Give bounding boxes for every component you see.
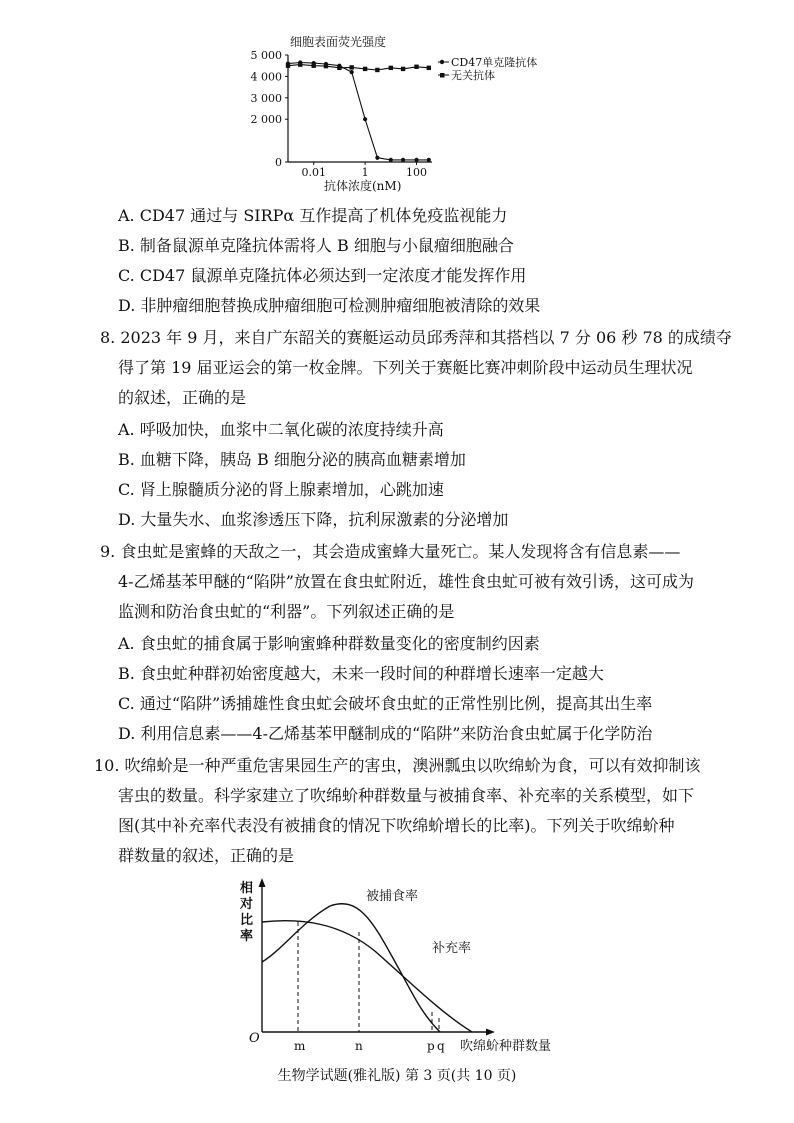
legend-label-cd47: CD47单克隆抗体 bbox=[451, 56, 538, 69]
data-point-unrelated bbox=[401, 67, 405, 71]
q7-option-a: A. CD47 通过与 SIRPα 互作提高了机体免疫监视能力 bbox=[118, 206, 508, 225]
q9-option-a: A. 食虫虻的捕食属于影响蜜蜂种群数量变化的密度制约因素 bbox=[118, 634, 540, 653]
q8-stem-line3: 的叙述，正确的是 bbox=[118, 388, 247, 407]
series-line-cd47 bbox=[288, 63, 429, 160]
data-point-unrelated bbox=[389, 66, 393, 70]
q10-stem-line4: 群数量的叙述，正确的是 bbox=[118, 846, 295, 865]
data-point-unrelated bbox=[312, 64, 316, 68]
data-point-unrelated bbox=[286, 64, 290, 68]
q8-option-b: B. 血糖下降，胰岛 B 细胞分泌的胰高血糖素增加 bbox=[118, 450, 466, 469]
data-point-cd47 bbox=[363, 117, 367, 121]
data-point-unrelated bbox=[375, 68, 379, 72]
q9-stem-line2: 4-乙烯基苯甲醚的“陷阱”放置在食虫虻附近，雄性食虫虻可被有效引诱，这可成为 bbox=[118, 572, 694, 591]
y-tick-label: 4 000 bbox=[250, 70, 282, 84]
data-point-cd47 bbox=[375, 156, 379, 160]
q10-stem-line2: 害虫的数量。科学家建立了吹绵蚧种群数量与被捕食率、补充率的关系模型，如下 bbox=[118, 786, 695, 805]
data-point-unrelated bbox=[298, 62, 302, 66]
x-mark-q: q bbox=[437, 1039, 445, 1053]
q9-option-c: C. 通过“陷阱”诱捕雄性食虫虻会破坏食虫虻的正常性别比例，提高其出生率 bbox=[118, 694, 653, 713]
x-tick-label: 100 bbox=[406, 166, 428, 179]
data-point-unrelated bbox=[363, 67, 367, 71]
q10-stem-line3: 图(其中补充率代表没有被捕食的情况下吹绵蚧增长的比率)。下列关于吹绵蚧种 bbox=[118, 816, 675, 835]
q9-stem-line1: 9. 食虫虻是蜜蜂的天敌之一，其会造成蜜蜂大量死亡。某人发现将含有信息素—— bbox=[100, 542, 681, 561]
x-axis-label: 吹绵蚧种群数量 bbox=[460, 1039, 552, 1054]
data-point-cd47 bbox=[389, 158, 393, 162]
data-point-unrelated bbox=[324, 64, 328, 68]
label-supplement-rate: 补充率 bbox=[432, 941, 472, 956]
y-axis-label bbox=[239, 880, 253, 944]
data-point-cd47 bbox=[414, 158, 418, 162]
y-axis-arrow-icon bbox=[259, 878, 266, 887]
y-label-char-3: 比 bbox=[240, 913, 254, 928]
q7-option-b: B. 制备鼠源单克隆抗体需将人 B 细胞与小鼠瘤细胞融合 bbox=[118, 236, 514, 255]
y-tick-label: 0 bbox=[275, 156, 282, 169]
x-mark-p: p bbox=[427, 1039, 435, 1053]
x-axis-label: 抗体浓度(nM) bbox=[324, 179, 402, 193]
data-point-unrelated bbox=[427, 66, 431, 70]
y-label-char-2: 对 bbox=[240, 897, 254, 912]
q10-stem-line1: 10. 吹绵蚧是一种严重危害果园生产的害虫，澳洲瓢虫以吹绵蚧为食，可以有效抑制该 bbox=[94, 756, 701, 775]
x-axis-arrow-icon bbox=[486, 1029, 495, 1036]
q9-option-b: B. 食虫虻种群初始密度越大，未来一段时间的种群增长速率一定越大 bbox=[118, 664, 604, 683]
q9-stem-line3: 监测和防治食虫虻的“利器”。下列叙述正确的是 bbox=[118, 602, 455, 621]
q8-stem-line1: 8. 2023 年 9 月，来自广东韶关的赛艇运动员邱秀萍和其搭档以 7 分 06 秒 78 的成绩夺 bbox=[100, 328, 732, 347]
q7-option-c: C. CD47 鼠源单克隆抗体必须达到一定浓度才能发挥作用 bbox=[118, 266, 527, 285]
y-tick-label: 2 000 bbox=[250, 113, 282, 127]
page-footer: 生物学试题(雅礼版) 第 3 页(共 10 页) bbox=[277, 1068, 517, 1084]
data-point-unrelated bbox=[349, 65, 353, 69]
y-label-char-1: 相 bbox=[240, 881, 254, 896]
series-lines bbox=[286, 60, 431, 162]
data-point-unrelated bbox=[337, 66, 341, 70]
q8-option-c: C. 肾上腺髓质分泌的肾上腺素增加，心跳加速 bbox=[118, 480, 444, 499]
label-predation-rate: 被捕食率 bbox=[366, 889, 419, 904]
x-mark-n: n bbox=[355, 1039, 363, 1053]
x-tick-label: 1 bbox=[361, 166, 369, 179]
chart-fluorescence bbox=[0, 0, 794, 200]
chart-predation-model bbox=[0, 872, 794, 1072]
origin-label: O bbox=[249, 1031, 260, 1046]
q8-option-a: A. 呼吸加快，血浆中二氧化碳的浓度持续升高 bbox=[118, 420, 444, 439]
supplement-rate-curve bbox=[262, 921, 472, 1032]
q7-option-d: D. 非肿瘤细胞替换成肿瘤细胞可检测肿瘤细胞被清除的效果 bbox=[118, 296, 541, 315]
y-ticks bbox=[251, 49, 289, 169]
series-line-unrelated bbox=[288, 65, 429, 70]
data-point-cd47 bbox=[427, 158, 431, 162]
y-label-char-4: 率 bbox=[240, 929, 254, 944]
chart-title: 细胞表面荧光强度 bbox=[290, 35, 387, 49]
data-point-unrelated bbox=[414, 65, 418, 69]
q9-option-d: D. 利用信息素——4-乙烯基苯甲醚制成的“陷阱”来防治食虫虻属于化学防治 bbox=[118, 724, 653, 743]
predation-rate-curve bbox=[262, 904, 440, 1032]
y-tick-label: 5 000 bbox=[250, 49, 282, 62]
q8-stem-line2: 得了第 19 届亚运会的第一枚金牌。下列关于赛艇比赛冲刺阶段中运动员生理状况 bbox=[118, 358, 693, 377]
x-tick-label: 0.01 bbox=[301, 166, 326, 179]
data-point-cd47 bbox=[350, 70, 354, 74]
q8-option-d: D. 大量失水、血浆渗透压下降，抗利尿激素的分泌增加 bbox=[118, 510, 509, 529]
legend-label-unrelated: 无关抗体 bbox=[451, 69, 495, 82]
data-point-cd47 bbox=[401, 158, 405, 162]
x-ticks bbox=[301, 162, 427, 179]
legend bbox=[438, 55, 537, 82]
y-tick-label: 3 000 bbox=[250, 91, 282, 105]
x-mark-m: m bbox=[294, 1039, 306, 1053]
